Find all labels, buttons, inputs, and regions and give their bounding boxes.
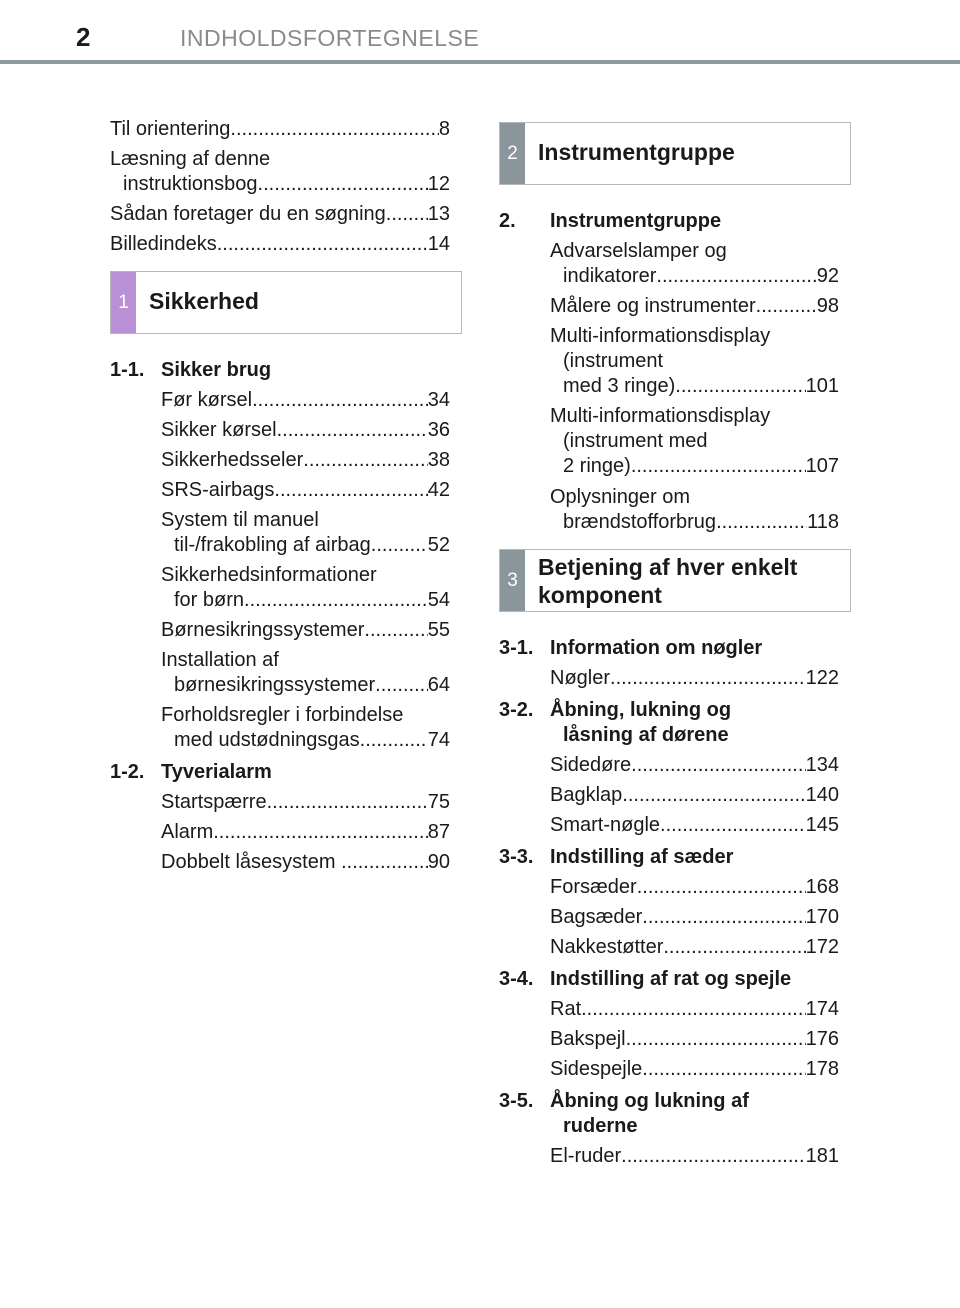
section-heading[interactable]: 3-5. Åbning og lukning af ruderne [499,1090,749,1137]
toc-entry[interactable]: Forsæder ..... 168 [550,875,839,900]
section-heading[interactable]: 1-2. Tyverialarm [110,761,272,783]
toc-entry[interactable]: Multi-informationsdisplay (instrument med 3 ringe) ..... 101 [550,324,839,399]
toc-entry[interactable]: Dobbelt låsesystem ..... 90 [161,850,450,875]
toc-entry[interactable]: Alarm ..... 87 [161,820,450,845]
header-title: INDHOLDSFORTEGNELSE [180,25,480,51]
chapter-heading-3[interactable] [499,549,851,612]
toc-entry[interactable]: Rat ..... 174 [550,997,839,1022]
section-heading[interactable]: 2. Instrumentgruppe [499,210,722,232]
toc-entry[interactable]: El-ruder ..... 181 [550,1144,839,1169]
page-number: 2 [76,22,91,52]
chapter-number-tab: 2 [500,123,525,184]
toc-entry[interactable]: Multi-informationsdisplay (instrument med 2 ringe) ..... 107 [550,404,839,479]
toc-entry[interactable]: Sikkerhedsseler ..... 38 [161,448,450,473]
chapter-number-tab: 3 [500,550,525,611]
toc-entry[interactable]: Installation af børnesikringssystemer ..... 64 [161,648,450,698]
toc-entry[interactable]: Målere og instrumenter ..... 98 [550,294,839,319]
chapter-heading-2[interactable] [499,122,851,185]
chapter-heading-1[interactable] [110,271,462,334]
toc-entry[interactable]: Forholdsregler i forbindelse med udstødningsgas ..... 74 [161,703,450,753]
toc-entry[interactable]: Læsning af denne instruktionsbog ..... 12 [110,147,450,197]
toc-entry[interactable]: Oplysninger om brændstofforbrug ..... 118 [550,485,839,535]
toc-entry[interactable]: Til orientering ..... 8 [110,117,450,142]
toc-entry[interactable]: Smart-nøgle ..... 145 [550,813,839,838]
toc-entry[interactable]: Sidedøre ..... 134 [550,753,839,778]
toc-entry[interactable]: SRS-airbags ..... 42 [161,478,450,503]
toc-entry[interactable]: Sikker kørsel ..... 36 [161,418,450,443]
section-heading[interactable]: 3-2. Åbning, lukning og låsning af dørene [499,699,732,746]
toc-entry[interactable]: Sådan foretager du en søgning ..... 13 [110,202,450,227]
toc-entry[interactable]: Før kørsel ..... 34 [161,388,450,413]
toc-entry[interactable]: Sidespejle ..... 178 [550,1057,839,1082]
section-heading[interactable]: 3-1. Information om nøgler [499,637,763,659]
toc-entry[interactable]: Nakkestøtter ..... 172 [550,935,839,960]
toc-entry[interactable]: Startspærre ..... 75 [161,790,450,815]
chapter-title: Sikkerhed [149,288,259,314]
toc-entry[interactable]: Bagsæder ..... 170 [550,905,839,930]
section-heading[interactable]: 3-4. Indstilling af rat og spejle [499,968,792,990]
section-heading[interactable]: 3-3. Indstilling af sæder [499,846,734,868]
chapter-title: Instrumentgruppe [538,139,735,165]
header-divider [0,60,960,64]
toc-entry[interactable]: Bagklap ..... 140 [550,783,839,808]
section-heading[interactable]: 1-1. Sikker brug [110,359,272,381]
chapter-number-tab: 1 [111,272,136,333]
toc-entry[interactable]: Advarselslamper og indikatorer ..... 92 [550,239,839,289]
toc-entry[interactable]: Bakspejl ..... 176 [550,1027,839,1052]
toc-entry[interactable]: Sikkerhedsinformationer for børn ..... 54 [161,563,450,613]
toc-entry[interactable]: Billedindeks ..... 14 [110,232,450,257]
toc-entry[interactable]: System til manuel til-/frakobling af airbag ..... 52 [161,508,450,558]
chapter-title: Betjening af hver enkelt komponent [538,554,798,608]
toc-entry[interactable]: Børnesikringssystemer ..... 55 [161,618,450,643]
page-header [0,0,960,64]
toc-entry[interactable]: Nøgler ..... 122 [550,666,839,691]
